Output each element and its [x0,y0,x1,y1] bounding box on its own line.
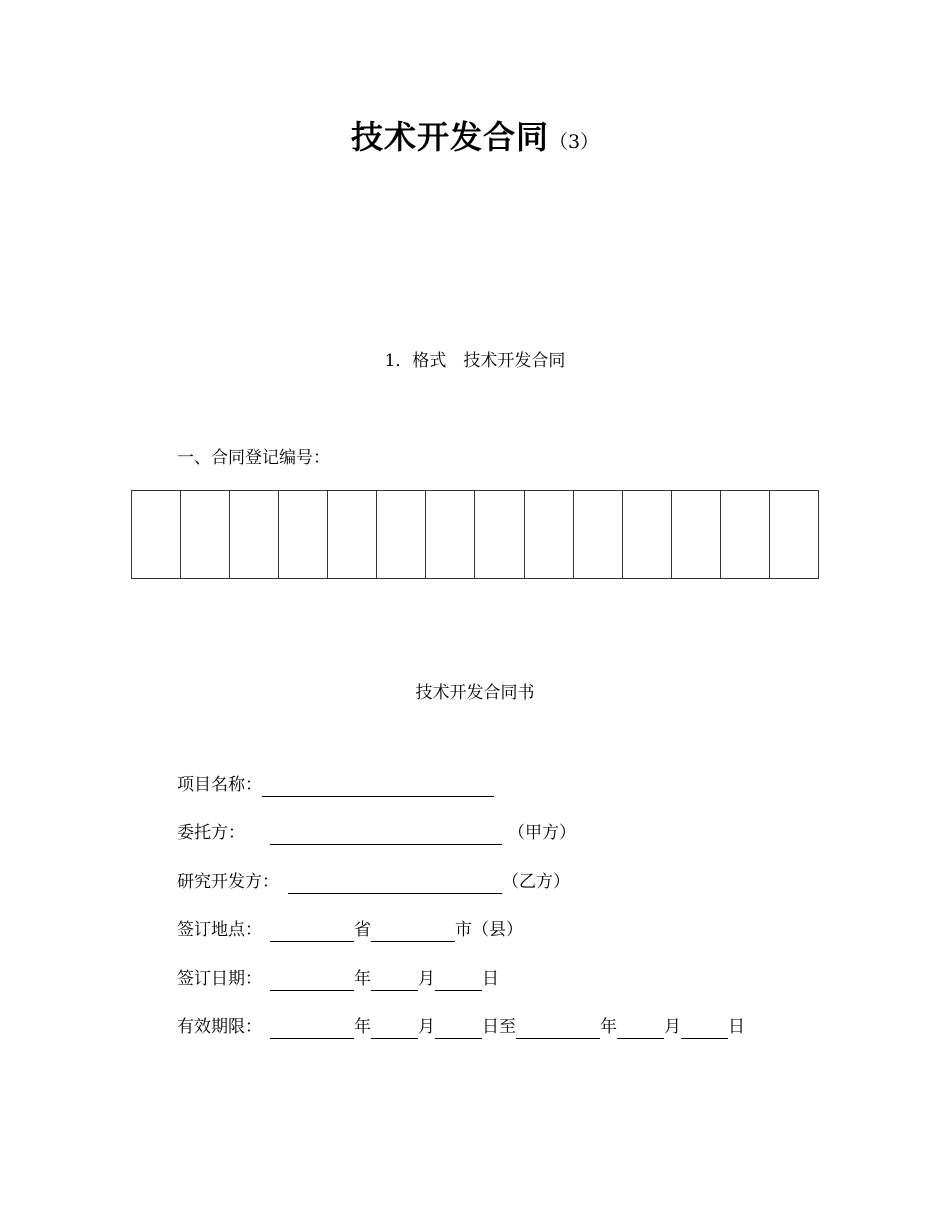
developer-row [177,870,570,894]
signing-year-blank[interactable] [270,970,354,991]
client-label: 委托方： [177,823,245,843]
signing-day-text: 日 [482,969,499,989]
signing-date-label: 签订日期： [177,969,262,989]
registration-row [132,491,819,579]
registration-digit-box[interactable] [328,491,377,579]
validity-start-day-blank[interactable] [435,1018,482,1039]
registration-digit-box[interactable] [230,491,279,579]
validity-row [177,1015,745,1039]
validity-end-month-text: 月 [664,1017,681,1037]
registration-digit-box[interactable] [181,491,230,579]
signing-month-blank[interactable] [371,970,418,991]
signing-place-row [177,918,523,942]
section-heading: 1．格式 技术开发合同 [384,351,566,371]
validity-start-year-blank[interactable] [270,1018,354,1039]
signing-month-text: 月 [418,969,435,989]
validity-end-month-blank[interactable] [617,1018,664,1039]
validity-end-day-text: 日 [728,1017,745,1037]
validity-start-month-blank[interactable] [371,1018,418,1039]
project-name-label: 项目名称： [177,775,262,795]
registration-digit-box[interactable] [720,491,769,579]
registration-digit-box[interactable] [573,491,622,579]
province-blank[interactable] [270,921,354,942]
signing-date-row [177,967,499,991]
developer-suffix: （乙方） [502,872,570,892]
validity-end-day-blank[interactable] [681,1018,728,1039]
developer-blank[interactable] [288,873,502,894]
registration-digit-box[interactable] [475,491,524,579]
title-text: 技术开发合同 [350,118,549,156]
registration-digit-box[interactable] [426,491,475,579]
validity-label: 有效期限： [177,1017,262,1037]
city-blank[interactable] [371,921,455,942]
registration-digit-box[interactable] [524,491,573,579]
contract-book-title: 技术开发合同书 [415,683,535,703]
registration-digit-box[interactable] [622,491,671,579]
signing-year-text: 年 [354,969,371,989]
registration-digit-box[interactable] [377,491,426,579]
registration-number-grid [131,490,819,579]
registration-digit-box[interactable] [279,491,328,579]
registration-digit-box[interactable] [132,491,181,579]
client-row [177,821,576,845]
signing-day-blank[interactable] [435,970,482,991]
registration-digit-box[interactable] [769,491,818,579]
validity-end-year-blank[interactable] [516,1018,600,1039]
title-suffix: （3） [548,131,600,153]
developer-label: 研究开发方： [177,872,279,892]
project-name-blank[interactable] [262,776,494,797]
document-title [0,112,950,158]
validity-start-month-text: 月 [418,1017,435,1037]
signing-place-label: 签订地点： [177,920,262,940]
validity-end-year-text: 年 [600,1017,617,1037]
registration-digit-box[interactable] [671,491,720,579]
validity-start-year-text: 年 [354,1017,371,1037]
client-blank[interactable] [270,824,502,845]
client-suffix: （甲方） [508,823,576,843]
project-name-row [177,773,494,797]
province-text: 省 [354,920,371,940]
registration-label: 一、合同登记编号： [177,448,330,468]
city-text: 市（县） [455,920,523,940]
validity-day-to-text: 日至 [482,1017,516,1037]
